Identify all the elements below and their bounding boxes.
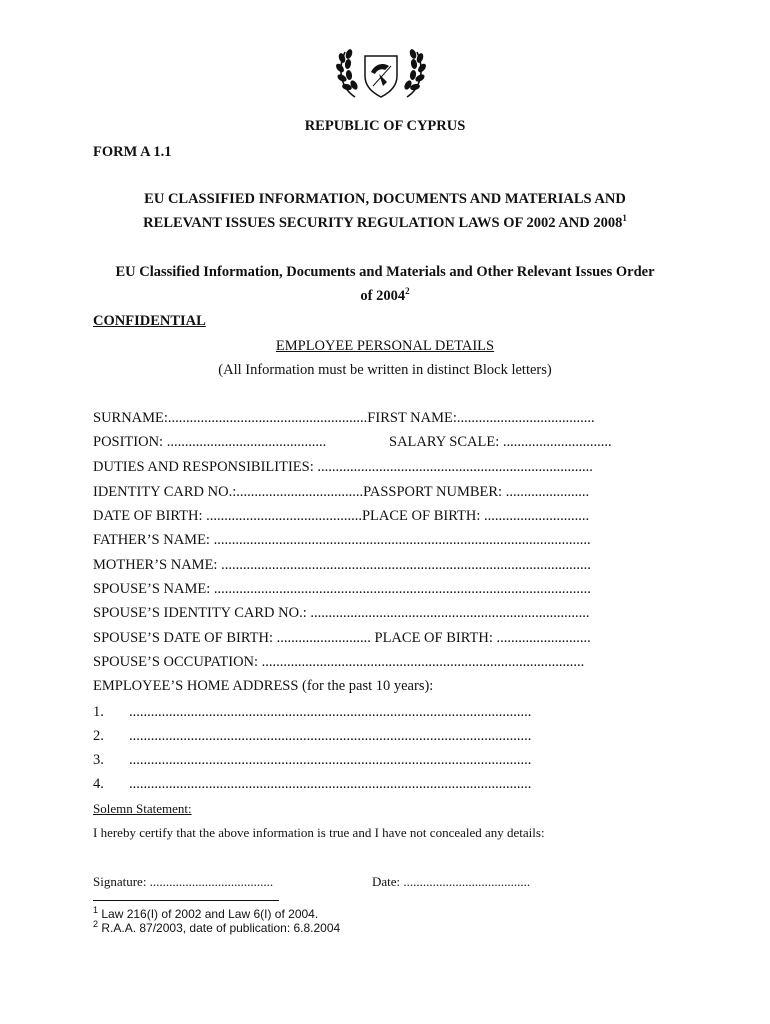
order-line2: of 2004$^2$ bbox=[360, 286, 410, 304]
footnote-1-number: 1 bbox=[93, 905, 99, 915]
salary-scale-field[interactable]: SALARY SCALE: .............................. bbox=[389, 434, 612, 450]
spouses-occupation-field[interactable]: SPOUSE’S OCCUPATION: ......................................................................................... bbox=[93, 654, 585, 670]
solemn-statement-text: I hereby certify that the above information is true and I have not concealed any details: bbox=[93, 825, 545, 840]
footnote-2-number: 2 bbox=[93, 919, 99, 929]
footnote-2: $^2$ R.A.A. 87/2003, date of publication: 6.8.2004 bbox=[93, 919, 341, 935]
footnote-1: $^1$ Law 216(I) of 2002 and Law 6(I) of 2004. bbox=[93, 905, 319, 921]
address-number-3: 3. bbox=[93, 752, 104, 768]
home-address-label: EMPLOYEE’S HOME ADDRESS (for the past 10 years): bbox=[93, 678, 434, 694]
position-field[interactable]: POSITION: ............................................ bbox=[93, 434, 327, 450]
footnote-ref-2: 2 bbox=[405, 286, 410, 297]
address-number-1: 1. bbox=[93, 704, 104, 720]
law-title-line2: RELEVANT ISSUES SECURITY REGULATION LAWS OF 2002 AND 2008$^1$ bbox=[143, 213, 627, 231]
section-title: EMPLOYEE PERSONAL DETAILS bbox=[275, 338, 495, 354]
address-number-2: 2. bbox=[93, 728, 104, 744]
country-title: REPUBLIC OF CYPRUS bbox=[304, 118, 466, 134]
date-place-of-birth-field[interactable]: DATE OF BIRTH: ...........................................PLACE OF BIRTH: ............................. bbox=[93, 508, 590, 524]
section-instruction: (All Information must be written in distinct Block letters) bbox=[218, 362, 552, 378]
identity-passport-field[interactable]: IDENTITY CARD NO.:...................................PASSPORT NUMBER: ....................... bbox=[93, 484, 590, 500]
solemn-statement-heading: Solemn Statement: bbox=[93, 801, 192, 816]
footnote-divider bbox=[93, 900, 279, 901]
order-line1: EU Classified Information, Documents and Materials and Other Relevant Issues Order bbox=[115, 264, 655, 280]
signature-field[interactable]: Signature: ...................................... bbox=[93, 874, 274, 889]
form-number: FORM A 1.1 bbox=[93, 144, 172, 160]
surname-first-name-field[interactable]: SURNAME:.......................................................FIRST NAME:...................................... bbox=[93, 410, 595, 426]
spouses-name-field[interactable]: SPOUSE’S NAME: ........................................................................................................ bbox=[93, 581, 591, 597]
duties-field[interactable]: DUTIES AND RESPONSIBILITIES: ............................................................................ bbox=[93, 459, 593, 475]
address-line-1[interactable]: ............................................................................................................... bbox=[129, 704, 532, 720]
spouses-id-field[interactable]: SPOUSE’S IDENTITY CARD NO.: ............................................................................. bbox=[93, 605, 590, 621]
footnote-ref-1: 1 bbox=[622, 213, 627, 224]
coat-of-arms-emblem bbox=[335, 42, 427, 104]
mothers-name-field[interactable]: MOTHER’S NAME: ...................................................................................................... bbox=[93, 557, 591, 573]
classification-label: CONFIDENTIAL bbox=[93, 313, 206, 329]
address-number-4: 4. bbox=[93, 776, 104, 792]
address-line-2[interactable]: ............................................................................................................... bbox=[129, 728, 532, 744]
address-line-4[interactable]: ............................................................................................................... bbox=[129, 776, 532, 792]
fathers-name-field[interactable]: FATHER’S NAME: ........................................................................................................ bbox=[93, 532, 591, 548]
law-title-line1: EU CLASSIFIED INFORMATION, DOCUMENTS AND MATERIALS AND bbox=[144, 191, 626, 207]
spouses-dob-place-field[interactable]: SPOUSE’S DATE OF BIRTH: .......................... PLACE OF BIRTH: .......................... bbox=[93, 630, 591, 646]
date-field[interactable]: Date: ....................................... bbox=[372, 874, 531, 889]
address-line-3[interactable]: ............................................................................................................... bbox=[129, 752, 532, 768]
